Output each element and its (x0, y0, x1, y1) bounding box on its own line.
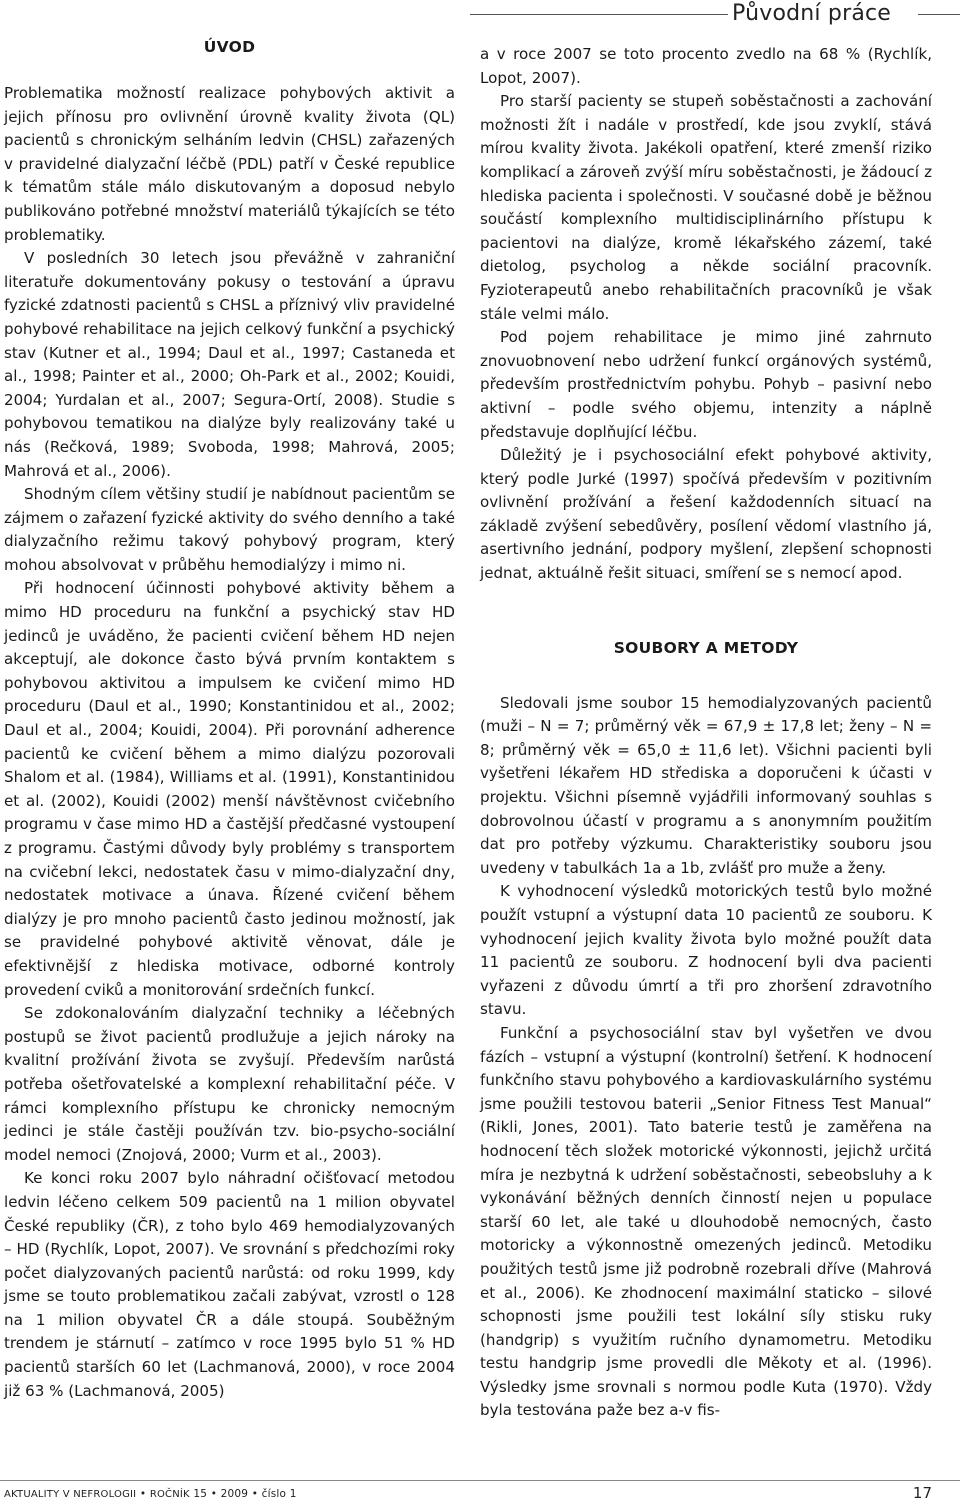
heading-uvod: ÚVOD (203, 38, 256, 56)
paragraph: Shodným cílem většiny studií je nabídnout pacientům se zájmem o zařazení fyzické aktivity do svého denního a také dialyzačního režimu takový pohybový program, který mohou absolvovat v průběhu hemodialýzy i mimo ni. (4, 485, 455, 574)
paragraph: Funkční a psychosociální stav byl vyšetřen ve dvou fázích – vstupní a výstupní (kontrolní) šetření. K hodnocení funkčního stavu pohybového a kardiovaskulárního systému jsme použili testovou baterii „Senior Fitness Test Manual“ (Rikli, Jones, 2001). Tato baterie testů je zaměřena na hodnocení těch složek motorické výkonnosti, jejichž určitá míra je nezbytná k udržení soběstačnosti, sebeobsluhy a k vykonávání běžných denních činností nejen u populace starší 60 let, ale také u dlouhodobě nemocných, často motoricky a výkonnostně omezených jedinců. Metodiku použitých testů jsme již podrobně rozebrali dříve (Mahrová et al., 2006). Ke zhodnocení maximální staticko – silové schopnosti jsme použili test lokální síly stisku ruky (handgrip) s využitím ručního dynamometru. Metodiku testu handgrip jsme provedli dle Měkoty et al. (1996). Výsledky jsme srovnali s normou podle Kuta (1970). Vždy byla testována paže bez a-v fis- (480, 1023, 932, 1420)
header-rule-right (918, 14, 960, 15)
footer-separator: • (210, 1488, 221, 1500)
footer-rule (0, 1480, 960, 1481)
paragraph: V posledních 30 letech jsou převážně v zahraniční literatuře dokumentovány pokusy o testování a úpravu fyzické zdatnosti pacientů s CHSL a příznivý vliv pravidelné pohybové rehabilitace na jejich celkový funkční a psychický stav (Kutner et al., 1994; Daul et al., 1997; Castaneda et al., 1998; Painter et al., 2000; Oh-Park et al., 2002; Kouidi, 2004; Yurdalan et al., 2007; Segura-Ortí, 2008). Studie s pohybovou tematikou na dialýze byly realizovány také u nás (Rečková, 1989; Svoboda, 1998; Mahrová, 2005; Mahrová et al., 2006). (4, 249, 455, 480)
footer-separator: • (139, 1488, 150, 1500)
paragraph: a v roce 2007 se toto procento zvedlo na 68 % (Rychlík, Lopot, 2007). (480, 45, 932, 87)
paragraph: Při hodnocení účinnosti pohybové aktivity během a mimo HD proceduru na funkční a psychický stav HD jedinců je uváděno, že pacienti cvičení během HD nejen akceptují, ale dokonce často bývá prvním kontaktem s pohybovou aktivitou a impulsem ke cvičení mimo HD proceduru (Daul et al., 1990; Konstantinidou et al., 2002; Daul et al., 2004; Kouidi, 2004). Při porovnání adherence pacientů ke cvičení během a mimo dialýzu pozorovali Shalom et al. (1984), Williams et al. (1991), Konstantinidou et al. (2002), Kouidi (2002) menší návštěvnost cvičebního programu v čase mimo HD a častější předčasné vystoupení z programu. Častými důvody byly problémy s transportem na cvičební lekci, nedostatek času v mimo-dialyzační dny, nedostatek motivace a únava. Řízené cvičení během dialýzy je pro mnoho pacientů často jedinou možností, jak se pravidelné pohybové aktivitě věnovat, dále je efektivnější z hlediska motivace, odborné kontroly provedení cviků a monitorování srdečních funkcí. (4, 579, 455, 999)
header-rule-left (470, 14, 728, 15)
paragraph: K vyhodnocení výsledků motorických testů bylo možné použít vstupní a výstupní data 10 pacientů ze souboru. K vyhodnocení jejich kvality života bylo možné použít data 11 pacientů ze souboru. Z hodnocení byli dva pacienti vyřazeni z důvodu úmrtí a tři pro zhoršení zdravotního stavu. (480, 882, 932, 1019)
volume-number: 15 (193, 1488, 208, 1500)
paragraph: Sledovali jsme soubor 15 hemodialyzovaných pacientů (muži – N = 7; průměrný věk = 67,9 ± 17,8 let; ženy – N = 8; průměrný věk = 65,0 ± 11,6 let). Všichni pacienti byli vyšetřeni lékařem HD střediska a doporučeni k účasti v projektu. Všichni písemně vyjádřili informovaný souhlas s dobrovolnou účastí v programu a s anonymním použitím dat pro potřeby výzkumu. Charakteristiky souboru jsou uvedeny v tabulkách 1a a 1b, zvlášť pro muže a ženy. (480, 693, 932, 877)
left-column (4, 82, 455, 1403)
journal-name: AKTUALITY V NEFROLOGII (4, 1489, 137, 1500)
issue-number: 1 (289, 1488, 297, 1500)
paragraph: Se zdokonalováním dialyzační techniky a léčebných postupů se život pacientů prodlužuje a jejich nároky na kvalitní prožívání života se zvyšují. Především narůstá potřeba ošetřovatelské a komplexní rehabilitační péče. V rámci komplexního přístupu ke chronicky nemocným jedinci je stále častěji používán tzv. bio-psycho-sociální model nemoci (Znojová, 2000; Vurm et al., 2003). (4, 1004, 455, 1164)
paragraph: Pod pojem rehabilitace je mimo jiné zahrnuto znovuobnovení nebo udržení funkcí orgánových systémů, především prostřednictvím pohybu. Pohyb – pasivní nebo aktivní – podle svého objemu, intenzity a náplně představuje doplňující léčbu. (480, 328, 932, 441)
right-column (480, 43, 932, 1423)
footer-journal-info (4, 1488, 297, 1500)
issue-label: číslo (261, 1488, 287, 1500)
paragraph: Problematika možností realizace pohybových aktivit a jejich přínosu pro ovlivnění úrovně kvality života (QL) pacientů s chronickým selháním ledvin (CHSL) zařazených v pravidelné dialyzační léčbě (PDL) patří v České republice k tématům stále málo diskutovaným a doposud nebylo publikováno potřebné množství materiálů týkajících se této problematiky. (4, 84, 455, 244)
paragraph: Ke konci roku 2007 bylo náhradní očišťovací metodou ledvin léčeno celkem 509 pacientů na 1 milion obyvatel České republiky (ČR), z toho bylo 469 hemodialyzovaných – HD (Rychlík, Lopot, 2007). Ve srovnání s předchozími roky počet dialyzovaných pacientů narůstá: od roku 1999, kdy jsme se touto problematikou začali zabývat, vzrostl o 128 na 1 milion obyvatel ČR a dále stoupá. Souběžným trendem je stárnutí – zatímco v roce 1995 bylo 51 % HD pacientů starších 60 let (Lachmanová, 2000), v roce 2004 již 63 % (Lachmanová, 2005) (4, 1169, 455, 1400)
page-number: 17 (912, 1484, 932, 1502)
paragraph: Pro starší pacienty se stupeň soběstačnosti a zachování možnosti žít i nadále v prostředí, kde jsou zvyklí, stává mírou kvality života. Jakékoli opatření, které zmenší riziko komplikací a zároveň zvýší míru soběstačnosti, je žádoucí z hlediska pacienta i společnosti. V současné době je běžnou součástí komplexního multidisciplinárního přístupu k pacientovi na dialýze, kromě lékařského zázemí, také dietolog, psycholog a někde sociální pracovník. Fyzioterapeutů anebo rehabilitačních pracovníků je však stále velmi málo. (480, 92, 932, 323)
section-title: Původní práce (732, 1, 892, 26)
heading-soubory-a-metody: SOUBORY A METODY (613, 638, 799, 657)
paragraph: Důležitý je i psychosociální efekt pohybové aktivity, který podle Jurké (1997) spočívá především v pozitivním ovlivnění prožívání a řešení každodenních situací na základě zvýšení sebedůvěry, posílení vědomí vlastního já, asertivního jednání, podpory myšlení, zlepšení schopnosti jednat, aktuálně řešit situaci, smíření se s nemocí apod. (480, 446, 932, 583)
year: 2009 (220, 1488, 249, 1500)
footer-separator: • (251, 1488, 262, 1500)
volume-label: ROČNÍK (149, 1489, 190, 1500)
